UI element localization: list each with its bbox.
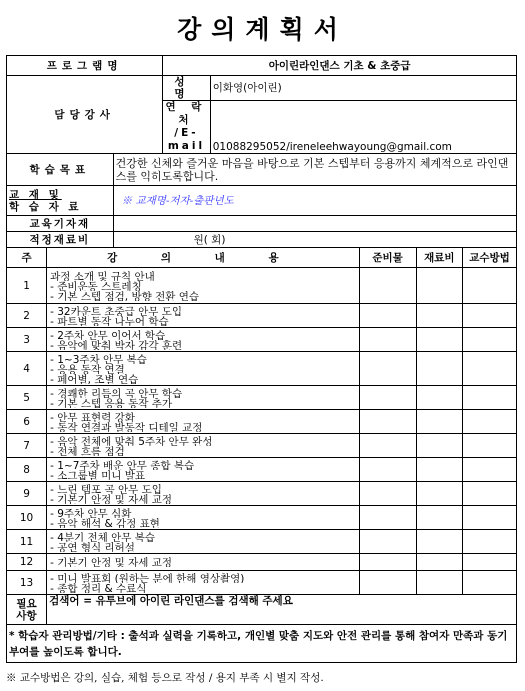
week-number: 8: [7, 458, 47, 482]
table-row: [7, 352, 517, 386]
supplies-cell: [359, 328, 416, 352]
cost-cell: [416, 352, 462, 386]
method-cell: [463, 304, 517, 328]
week-content: [47, 304, 359, 328]
cost-cell: [416, 571, 462, 595]
table-row: [7, 410, 517, 434]
lecture-plan-table: [6, 55, 517, 663]
content-line: - 소그룹별 미니 발표: [50, 469, 146, 480]
supplies-cell: [359, 386, 416, 410]
content-line: - 미니 발표회 (원하는 분에 한해 영상촬영): [50, 572, 245, 583]
content-line: - 공연 형식 리허설: [50, 541, 135, 552]
schedule-body: [7, 268, 517, 595]
table-row: [7, 434, 517, 458]
week-number: 5: [7, 386, 47, 410]
method-cell: [463, 434, 517, 458]
header-cost: 재료비: [416, 248, 462, 268]
materials-label-1: 교 재 및: [9, 188, 62, 201]
cost-cell: [416, 506, 462, 530]
content-line: - 2주차 안무 이어서 학습: [50, 329, 166, 340]
required-label-2: 사항: [16, 609, 37, 622]
header-method: 교수방법: [463, 248, 517, 268]
content-line: - 전체 흐름 점검: [50, 445, 125, 456]
content-line: - 페어별, 조별 연습: [50, 373, 139, 384]
content-line: - 응용 동작 연결: [50, 363, 125, 374]
week-content: [47, 434, 359, 458]
equipment-value: [113, 216, 516, 232]
cost-cell: [416, 458, 462, 482]
week-content: [47, 482, 359, 506]
week-number: 7: [7, 434, 47, 458]
method-cell: [463, 506, 517, 530]
week-number: 12: [7, 554, 47, 571]
week-number: 11: [7, 530, 47, 554]
content-line: - 종합 정리 & 수료식: [50, 582, 147, 593]
content-line: - 음악에 맞춰 박자 감각 훈련: [50, 339, 183, 350]
table-row: [7, 530, 517, 554]
content-line: - 기본 스텝 점검, 방향 전환 연습: [50, 290, 199, 301]
cost-cell: [416, 434, 462, 458]
week-content: [47, 458, 359, 482]
contact-label-2: /E-mail: [167, 127, 206, 152]
week-content: [47, 386, 359, 410]
supplies-cell: [359, 458, 416, 482]
method-cell: [463, 482, 517, 506]
method-cell: [463, 410, 517, 434]
goal-label: 학습목표: [7, 154, 114, 186]
table-row: [7, 482, 517, 506]
table-row: [7, 571, 517, 595]
table-row: [7, 268, 517, 304]
name-label: 성 명: [163, 76, 211, 101]
supplies-cell: [359, 434, 416, 458]
header-supplies: 준비물: [359, 248, 416, 268]
goal-value: 건강한 신체와 즐거운 마음을 바탕으로 기본 스텝부터 응용까지 체계적으로 라인댄스를 익히도록합니다.: [113, 154, 516, 186]
content-line: - 동작 연결과 발동작 디테일 교정: [50, 421, 203, 432]
supplies-cell: [359, 482, 416, 506]
supplies-cell: [359, 506, 416, 530]
header-content: 강 의 내 용: [47, 248, 359, 268]
equipment-label: 교육기자재: [7, 216, 114, 232]
materials-label-2: 학 습 자 료: [9, 200, 82, 213]
content-line: - 9주차 안무 심화: [50, 507, 132, 518]
week-number: 4: [7, 352, 47, 386]
footnote: ※ 교수방법은 강의, 실습, 체험 등으로 작성 / 용지 부족 시 별지 작성.: [6, 672, 324, 684]
week-number: 2: [7, 304, 47, 328]
table-row: [7, 506, 517, 530]
table-row: [7, 386, 517, 410]
table-row: [7, 458, 517, 482]
content-line: 과정 소개 및 규칙 안내: [50, 270, 155, 281]
content-line: - 파트별 동작 나누어 학습: [50, 315, 169, 326]
cost-cell: [416, 482, 462, 506]
cost-value: 원( 회): [113, 232, 516, 248]
content-line: - 1~7주차 배운 안무 종합 복습: [50, 459, 195, 470]
content-line: - 32카운트 초중급 안무 도입: [50, 305, 183, 316]
content-line: - 안무 표현력 강화: [50, 411, 135, 422]
cost-cell: [416, 410, 462, 434]
week-content: [47, 506, 359, 530]
materials-value: ※ 교재명-저자-출판년도: [113, 186, 516, 216]
content-line: - 경쾌한 리듬의 곡 안무 학습: [50, 387, 183, 398]
week-content: [47, 352, 359, 386]
cost-cell: [416, 554, 462, 571]
cost-cell: [416, 328, 462, 352]
supplies-cell: [359, 571, 416, 595]
content-line: - 음악 해석 & 감정 표현: [50, 517, 160, 528]
method-cell: [463, 352, 517, 386]
cost-cell: [416, 268, 462, 304]
supplies-cell: [359, 554, 416, 571]
content-line: - 기본기 안정 및 자세 교정: [50, 493, 173, 504]
week-content: [47, 571, 359, 595]
week-content: [47, 268, 359, 304]
content-line: - 1~3주차 안무 복습: [50, 353, 147, 364]
program-label: 프로그램명: [7, 56, 163, 76]
document-title: 강의계획서: [177, 15, 348, 44]
required-value: 검색어 = 유투브에 아이린 라인댄스를 검색해 주세요: [47, 595, 517, 625]
supplies-cell: [359, 304, 416, 328]
method-cell: [463, 530, 517, 554]
week-number: 10: [7, 506, 47, 530]
contact-label-1: 연 락 처: [165, 101, 208, 126]
method-cell: [463, 268, 517, 304]
cost-cell: [416, 304, 462, 328]
content-line: - 기본 스텝 응용 동작 추가: [50, 397, 173, 408]
required-label-1: 필요: [16, 597, 37, 610]
week-number: 1: [7, 268, 47, 304]
program-value: 아이린라인댄스 기초 & 초중급: [163, 56, 517, 76]
content-line: - 4분기 전체 안무 복습: [50, 531, 156, 542]
instructor-label: 담당강사: [7, 76, 163, 154]
week-number: 6: [7, 410, 47, 434]
week-number: 9: [7, 482, 47, 506]
contact-value: 01088295052/ireneleehwayoung@gmail.com: [210, 101, 516, 154]
week-content: [47, 328, 359, 352]
week-content: [47, 554, 359, 571]
supplies-cell: [359, 268, 416, 304]
table-row: [7, 328, 517, 352]
week-number: 3: [7, 328, 47, 352]
week-content: [47, 530, 359, 554]
method-cell: [463, 554, 517, 571]
supplies-cell: [359, 410, 416, 434]
method-cell: [463, 458, 517, 482]
table-row: [7, 304, 517, 328]
week-number: 13: [7, 571, 47, 595]
content-line: - 느린 템포 곡 안무 도입: [50, 483, 162, 494]
method-cell: [463, 386, 517, 410]
cost-label: 적정재료비: [7, 232, 114, 248]
method-cell: [463, 571, 517, 595]
week-content: [47, 410, 359, 434]
header-week: 주: [7, 248, 47, 268]
supplies-cell: [359, 530, 416, 554]
content-line: - 음악 전체에 맞춰 5주차 안무 완성: [50, 435, 213, 446]
content-line: - 준비운동 스트레칭: [50, 280, 142, 291]
method-cell: [463, 328, 517, 352]
cost-cell: [416, 530, 462, 554]
cost-cell: [416, 386, 462, 410]
name-value: 이화영(아이린): [210, 76, 516, 101]
table-row: [7, 554, 517, 571]
supplies-cell: [359, 352, 416, 386]
content-line: - 기본기 안정 및 자세 교정: [50, 557, 173, 567]
management-note: * 학습자 관리방법/기타 : 출석과 실력을 기록하고, 개인별 맞춤 지도와 안전 관리를 통해 참여자 만족과 동기 부여를 높이도록 합니다.: [7, 625, 517, 663]
